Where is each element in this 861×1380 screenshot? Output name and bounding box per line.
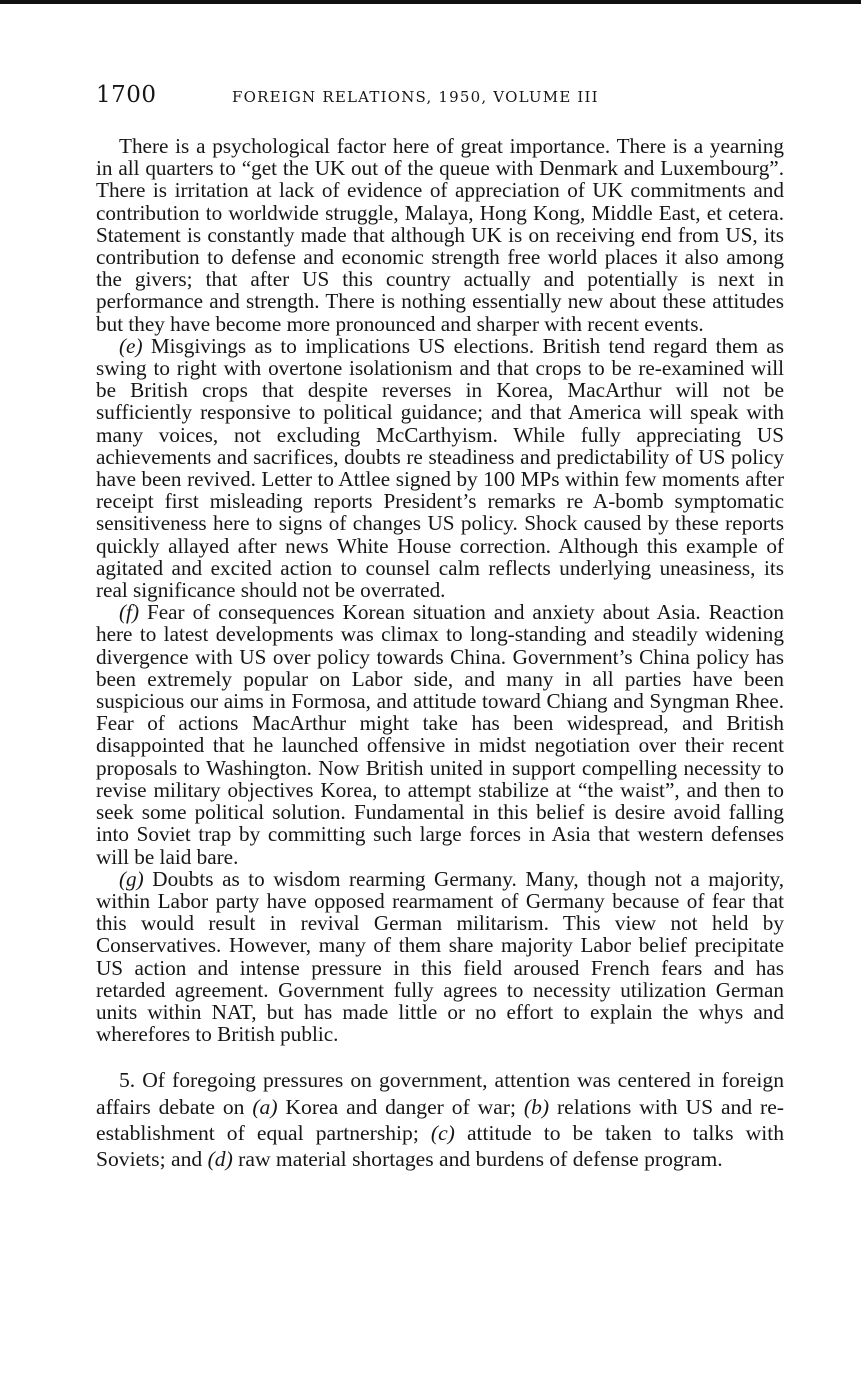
- top-border-rule: [0, 0, 861, 4]
- p5-text-d: attitude to be taken to talks with Soviets; and: [96, 1120, 784, 1171]
- item-label-f: (f): [119, 600, 139, 625]
- paragraph-e-text: Misgivings as to implications US elections. British tend regard them as swing to right with overtone isolationism and that crops to be re-examined will be British crops that despite reverses in Korea, MacArthur will not be sufficiently responsive to political guidance; and that America will speak with many voices, not excluding McCarthyism. While fully appreciating US achievements and sacrifices, doubts re steadiness and predictability of US policy have been revived. Letter to Attlee signed by 100 MPs within few moments after receipt first misleading reports President’s remarks re A-bomb symptomatic sensitiveness here to signs of changes US policy. Shock caused by these reports quickly allayed after news White House correction. Although this example of agitated and excited action to counsel calm reflects underlying uneasiness, its real significance should not be overrated.: [96, 333, 784, 603]
- document-page: [96, 82, 784, 1172]
- p5-label-b: (b): [523, 1094, 550, 1119]
- running-head: FOREIGN RELATIONS, 1950, VOLUME III: [232, 88, 599, 106]
- paragraph-f-text: Fear of consequences Korean situation and anxiety about Asia. Reaction here to latest developments was climax to long-standing and steadily widening divergence with US over policy towards China. Government’s China policy has been extremely popular on Labor side, and many in all parties have been suspicious our aims in Formosa, and attitude toward Chiang and Syngman Rhee. Fear of actions MacArthur might take has been widespread, and British disappointed that he launched offensive in midst negotiation over their recent proposals to Washington. Now British united in support compelling necessity to revise military objectives Korea, to attempt stabilize at “the waist”, and then to seek some political solution. Fundamental in this belief is desire avoid falling into Soviet trap by committing such large forces in Asia that western defenses will be laid bare.: [96, 600, 784, 869]
- p5-text-c: relations with US and re-establishment of equal partnership;: [96, 1094, 784, 1145]
- paragraph-g-text: Doubts as to wisdom rearming Germany. Many, though not a majority, within Labor party have opposed rearmament of Germany because of fear that this would result in revival German militarism. This view not held by Conservatives. However, many of them share majority Labor belief precipitate US action and intense pressure in this field aroused French fears and has retarded agreement. Government fully agrees to necessity utilization German units within NAT, but has made little or no effort to explain the whys and wherefores to British public.: [96, 866, 784, 1047]
- page-number: 1700: [96, 82, 157, 108]
- paragraph-g: [96, 868, 784, 1046]
- p5-label-a: (a): [252, 1094, 278, 1119]
- paragraph-psychological-factor: There is a psychological factor here of great importance. There is a yearning in all quarters to “get the UK out of the queue with Denmark and Luxembourg”. There is irritation at lack of evidence of appreciation of UK commitments and contribution to worldwide struggle, Malaya, Hong Kong, Middle East, et cetera. Statement is constantly made that although UK is on receiving end from US, its contribution to defense and economic strength free world places it also among the givers; that after US this country actually and potentially is next in performance and strength. There is nothing essentially new about these attitudes but they have become more pronounced and sharper with recent events.: [96, 134, 784, 336]
- p5-text-b: Korea and danger of war;: [277, 1094, 524, 1119]
- item-label-e: (e): [119, 333, 143, 358]
- p5-text-a: 5. Of foregoing pressures on government, attention was centered in foreign affairs debate on: [96, 1068, 784, 1119]
- p5-text-e: raw material shortages and burdens of defense program.: [232, 1146, 723, 1171]
- p5-label-d: (d): [207, 1146, 233, 1171]
- page-header: [96, 82, 784, 112]
- document-body: [96, 135, 784, 1172]
- p5-label-c: (c): [430, 1120, 455, 1145]
- paragraph-f: [96, 601, 784, 867]
- item-label-g: (g): [119, 866, 144, 891]
- paragraph-5: [96, 1067, 784, 1172]
- paragraph-e: [96, 335, 784, 601]
